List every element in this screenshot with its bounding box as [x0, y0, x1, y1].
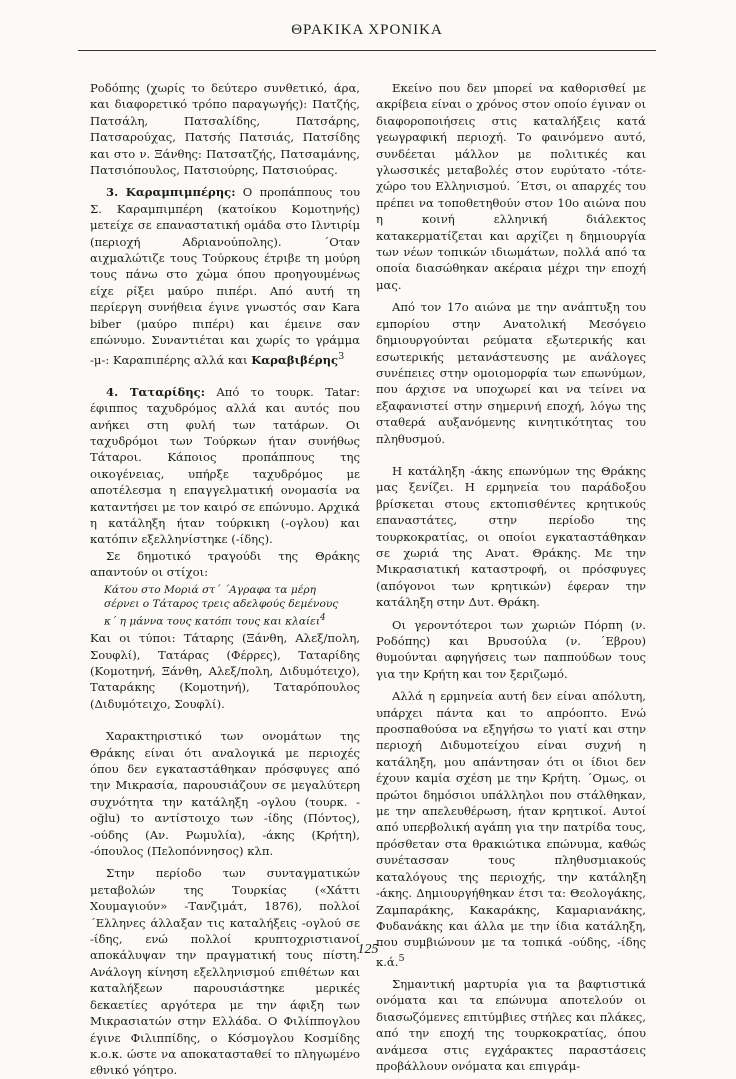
entry-body-karampiberis: Ο προπάππους του Σ. Καραμπιμπέρη (κατοίκου Κομοτηνής) μετείχε σε επαναστατική ομάδα στο Ιλντιρίμ (περιοχή Αδριανούπολης). ΄Οταν αιχμαλώτιζε τους Τούρκους έτριβε τη μούρη τους πάνω στο χώμα όπου προηγουμένως είχε ρίξει μαύρο πιπέρι. Από αυτή τη περίεργη συνήθεια έγινε γνωστός σαν Kara biber (μαύρο πιπέρι) και έμεινε σαν επώνυμο. Συναντιέται και χωρίς το γράμμα -μ-: Καραπιπέρης αλλά και: [90, 185, 360, 367]
entry-body-tataridis: Από το τουρκ. Tatar: έφιππος ταχυδρόμος αλλά και αυτός που ανήκει στη φυλή των τατάρων. Οι ταχυδρόμοι των Τούρκων ήταν συνήθως Τάταροι. Κάποιος προπάππους της οικογένειας, υπήρξε ταχυδρόμος με αποτέλεσμα η επαγγελματική ονομασία να καταντήσει με τον καιρό σε επώνυμο. Αρχικά η κατάληξη ήταν τούρκικη (-ογλου) και κατόπιν εξελληνίστηκε (-ίδης).: [90, 384, 361, 547]
paragraph-migration: Από τον 17ο αιώνα με την ανάπτυξη του εμπορίου στην Ανατολική Μεσόγειο δημιουργούνται ρεύματα εξωτερικής και εσωτερικής μετανάστευσης με ανάλογες συνέπειες στην ομοιομορφία των επωνύμων, που άρχισε να υποχωρεί και να τείνει να εξαφανιστεί στην σημερινή εποχή, λόγω της σταθερά αυξανόμενης κινητικότητας του πληθυσμού.: [376, 300, 646, 446]
paragraph-surnames-rhodope: Ροδόπης (χωρίς το δεύτερο συνθετικό, άρα, και διαφορετικό τρόπο παραγωγής): Πατζής, Πατσάλη, Πατσαλίδης, Πατσάρης, Πατσαρούχας, Πατσής Πατσιάς, Πατσίδης και στο ν. Ξάνθης: Πατσατζής, Πατσαμάνης, Πατσιόπουλος, Πατσιούρης, Πατσιούρας.: [90, 81, 360, 178]
paragraph-dating-variations: Εκείνο που δεν μπορεί να καθορισθεί με ακρίβεια είναι ο χρόνος στον οποίο έγιναν οι διαφοροποιήσεις στις καταλήξεις κατά γεωγραφική περιοχή. Το φαινόμενο αυτό, συνδέεται μάλλον με πολιτικές και γλωσσικές μεταβολές στον ευρύτατο -τότε- χώρο του Ελληνισμού. ΄Ετσι, οι απαρχές του πρέπει να τοποθετηθούν στον 10ο αιώνα που η κοινή ελληνική διάλεκτος κατακερματίζεται και αρχίζει η δημιουργία των νέων τοπικών ιδιωμάτων, πολλά από τα οποία διασώθηκαν ακέραια μέχρι την εποχή μας.: [376, 81, 646, 292]
paragraph-suffix-frequency: Χαρακτηριστικό των ονομάτων της Θράκης είναι ότι αναλογικά με περιοχές όπου δεν εγκαταστάθηκαν πρόσφυγες από την Μικρασία, παρουσιάζουν σε μεγαλύτερη συχνότητα την κατάληξη -ογλου (τουρκ. -oğlu) το αντίστοιχο των -ίδης (Πόντος), -ούδης (Αν. Ρωμυλία), -άκης (Κρήτη), -όπουλος (Πελοπόννησος) κλπ.: [90, 729, 360, 859]
paragraph-folk-song-intro: Σε δημοτικό τραγούδι της Θράκης απαντούν οι στίχοι:: [90, 548, 360, 580]
entry-heading-tataridis: 4. Ταταρίδης:: [106, 384, 205, 399]
footnote-ref-3: 3: [338, 350, 345, 362]
entry-heading-karampiberis: 3. Καραμπιμπέρης:: [106, 185, 236, 200]
footnote-ref-5: 5: [398, 952, 405, 964]
footnote-ref-4: 4: [319, 612, 326, 623]
right-column: [376, 80, 646, 1074]
page-number: 125: [357, 942, 379, 957]
left-column: [90, 80, 360, 1079]
paragraph-akis-suffix: Η κατάληξη -άκης επωνύμων της Θράκης μας ξενίζει. Η ερμηνεία του παράδοξου βρίσκεται στους εκτοπισθέντες κρητικούς επαναστάτες, στην περίοδο της τουρκοκρατίας, οι οποίοι εγκαταστάθηκαν σε χωριά της Ανατ. Θράκης. Με την Μικρασιατική καταστροφή, οι πρόσφυγες (απόγονοι των κρητικών) έφεραν την κατάληξη στην Δυτ. Θράκη.: [376, 463, 646, 610]
paragraph-cretan-officials: Αλλά η ερμηνεία αυτή δεν είναι απόλυτη, υπάρχει πάντα και το απρόοπτο. Ενώ προσπαθούσα να εξηγήσω το γιατί και στην περιοχή Διδυμοτείχου είναι συχνή η κατάληξη, μου απάντησαν ότι οι ίδιοι δεν έχουν καμία σχέση με την Κρήτη. ΄Ομως, οι πρώτοι δημόσιοι υπάλληλοι που στάλθηκαν, με την απελευθέρωση, ήταν κρητικοί. Αυτοί από υπερβολική αγάπη για την πατρίδα τους, πρόσθεταν στα θρακιώτικα επώνυμα, καθώς συνέτασσαν τους πληθυσμιακούς καταλόγους της περιοχής, την κατάληξη -άκης. Δημιουργήθηκαν έτσι τα: Θεολογάκης, Ζαμπαράκης, Κακαράκης, Καμαριανάκης, Φυδανάκης και άλλα με την ίδια κατάληξη, που συμβιώνουν με τα τοπικά -ούδης, -ίδης κ.ά.$^5$: [376, 689, 646, 969]
verse-line-2: σέρνει ο Τάταρος τρεις αδελφούς δεμένους: [104, 597, 339, 610]
header-rule: [78, 50, 656, 51]
running-header: ΘΡΑΚΙΚΑ ΧΡΟΝΙΚΑ: [291, 22, 443, 38]
paragraph-tataridis: [90, 384, 360, 548]
verse-line-3: κ΄ η μάννα τους κατόπι τους και κλαίει$^4$: [104, 612, 326, 628]
paragraph-elders-memory: Οι γεροντότεροι των χωριών Πόρπη (ν. Ροδόπης) και Βρυσούλα (ν. ΄Εβρου) θυμούνται αφηγήσεις των παππούδων τους για την Κρήτη και τον ξεριζωμό.: [376, 617, 646, 681]
verse-line-1: Κάτου στο Μοριά στ΄ ΄Αγραφα τα μέρη: [104, 583, 316, 596]
paragraph-tombstones: Σημαντική μαρτυρία για τα βαφτιστικά ονόματα και τα επώνυμα αποτελούν οι διασωζόμενες επιτύμβιες στήλες και πλάκες, από την εποχή της τουρκοκρατίας, όπου ανάμεσα στις εγχάρακτες παραστάσεις προβάλλουν ονόματα και επιγράμ-: [376, 976, 646, 1074]
variant-karavivеris: Καραβιβέρης: [251, 352, 339, 367]
paragraph-tatar-variants: Και οι τύποι: Τάταρης (Ξάνθη, Αλεξ/πολη, Σουφλί), Τατάρας (Φέρρες), Ταταρίδης (Κομοτηνή, Ξάνθη, Αλεξ/πολη, Διδυμότειχο), Ταταράκης (Κομοτηνή), Ταταρόπουλος (Διδυμότειχο, Σουφλί).: [90, 631, 360, 711]
folk-song-verses: [104, 583, 360, 629]
paragraph-tanzimat: Στην περίοδο των συνταγματικών μεταβολών της Τουρκίας («Χάττι Χουμαγιούν» -Τανζιμάτ, 1876), πολλοί ΄Ελληνες άλλαξαν τις καταλήξεις -ογλού σε -ίδης, ενώ πολλοί κρυπτοχριστιανοί αποκάλυψαν την πραγματική τους πίστη. Ανάλογη κίνηση εξελληνισμού επιθέτων και καταλήξεων παρουσιάστηκε μερικές δεκαετίες αργότερα με την άφιξη των Μικρασιατών στην Ελλάδα. Ο Φιλίππογλου έγινε Φιλιππίδης, ο Κόσμογλου Κοσμίδης κ.ο.κ. ώστε να αποκατασταθεί το πληγωμένο εθνικό γόητρο.: [90, 866, 360, 1078]
paragraph-karampiberis: [90, 184, 360, 367]
